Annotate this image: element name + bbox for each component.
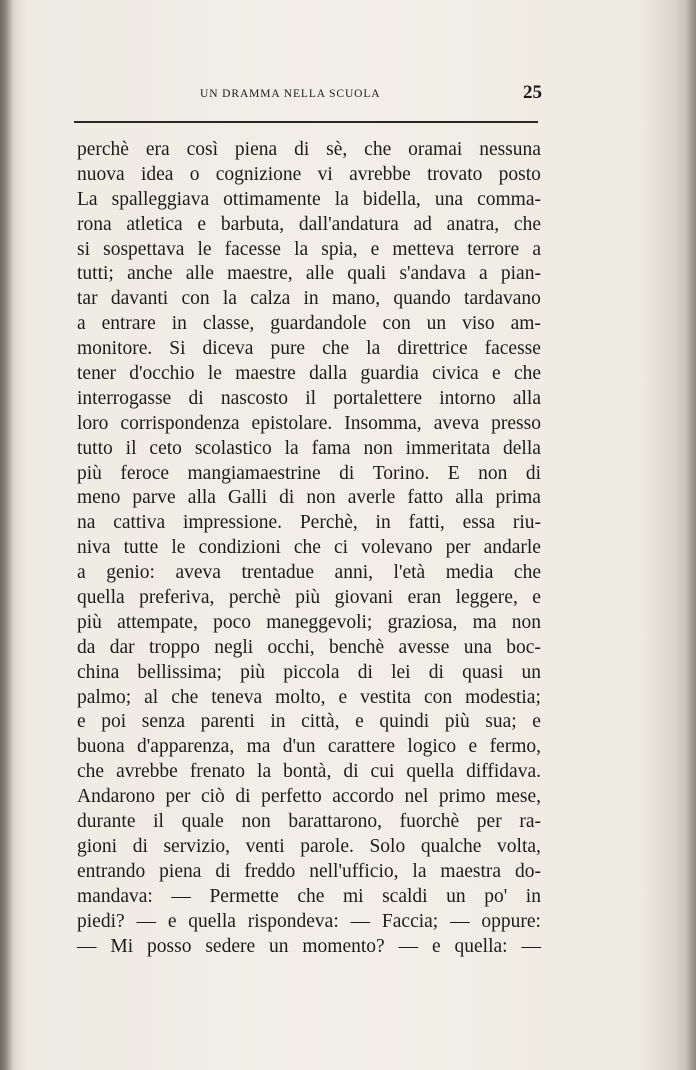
page-number: 25 bbox=[523, 82, 542, 103]
text-line: palmo; al che teneva molto, e vestita con modestia; bbox=[77, 686, 541, 708]
text-line: na cattiva impressione. Perchè, in fatti, essa riu- bbox=[77, 512, 541, 534]
text-line: interrogasse di nascosto il portalettere intorno alla bbox=[77, 387, 541, 409]
text-line: a genio: aveva trentadue anni, l'età media che bbox=[77, 562, 541, 584]
page-edge-shadow bbox=[686, 0, 696, 1070]
text-line: tar davanti con la calza in mano, quando tardavano bbox=[77, 288, 541, 310]
text-line: tutti; anche alle maestre, alle quali s'andava a pian- bbox=[77, 263, 541, 285]
text-line: si sospettava le facesse la spia, e metteva terrore a bbox=[77, 238, 541, 260]
text-line: più attempate, poco maneggevoli; graziosa, ma non bbox=[77, 611, 541, 633]
text-line: mandava: — Permette che mi scaldi un po' in bbox=[77, 885, 541, 907]
text-line: più feroce mangiamaestrine di Torino. E non di bbox=[77, 462, 541, 484]
text-line: entrando piena di freddo nell'ufficio, la maestra do- bbox=[77, 860, 541, 882]
text-line: quella preferiva, perchè più giovani eran leggere, e bbox=[77, 587, 541, 609]
text-line: tutto il ceto scolastico la fama non immeritata della bbox=[77, 437, 541, 459]
running-head bbox=[72, 84, 542, 106]
body-text bbox=[77, 138, 541, 959]
text-line: meno parve alla Galli di non averle fatto alla prima bbox=[77, 487, 541, 509]
text-line: monitore. Si diceva pure che la direttrice facesse bbox=[77, 338, 541, 360]
text-line: perchè era così piena di sè, che oramai nessuna bbox=[77, 139, 541, 160]
text-line: e poi senza parenti in città, e quindi più sua; e bbox=[77, 711, 541, 733]
text-line: china bellissima; più piccola di lei di quasi un bbox=[77, 661, 541, 683]
text-line: gioni di servizio, venti parole. Solo qualche volta, bbox=[77, 835, 541, 857]
text-line: piedi? — e quella rispondeva: — Faccia; — oppure: bbox=[77, 910, 541, 932]
header-rule bbox=[74, 121, 538, 123]
text-line: — Mi posso sedere un momento? — e quella: — bbox=[77, 935, 541, 957]
text-line: rona atletica e barbuta, dall'andatura ad anatra, che bbox=[77, 213, 541, 235]
text-line: a entrare in classe, guardandole con un viso am- bbox=[77, 313, 541, 335]
text-line: La spalleggiava ottimamente la bidella, una comma- bbox=[77, 188, 541, 210]
text-line: durante il quale non barattarono, fuorchè per ra- bbox=[77, 811, 541, 833]
text-line: loro corrispondenza epistolare. Insomma, aveva presso bbox=[77, 412, 541, 434]
text-line: tener d'occhio le maestre dalla guardia civica e che bbox=[77, 363, 541, 385]
binding-gutter-shadow bbox=[0, 0, 14, 1070]
text-line: Andarono per ciò di perfetto accordo nel primo mese, bbox=[77, 786, 541, 808]
text-line: nuova idea o cognizione vi avrebbe trovato posto bbox=[77, 163, 541, 185]
text-line: niva tutte le condizioni che ci volevano per andarle bbox=[77, 537, 541, 559]
text-line: buona d'apparenza, ma d'un carattere logico e fermo, bbox=[77, 736, 541, 758]
text-line: che avrebbe frenato la bontà, di cui quella diffidava. bbox=[77, 761, 541, 783]
text-line: da dar troppo negli occhi, benchè avesse una boc- bbox=[77, 636, 541, 658]
running-title: UN DRAMMA NELLA SCUOLA bbox=[200, 88, 381, 100]
